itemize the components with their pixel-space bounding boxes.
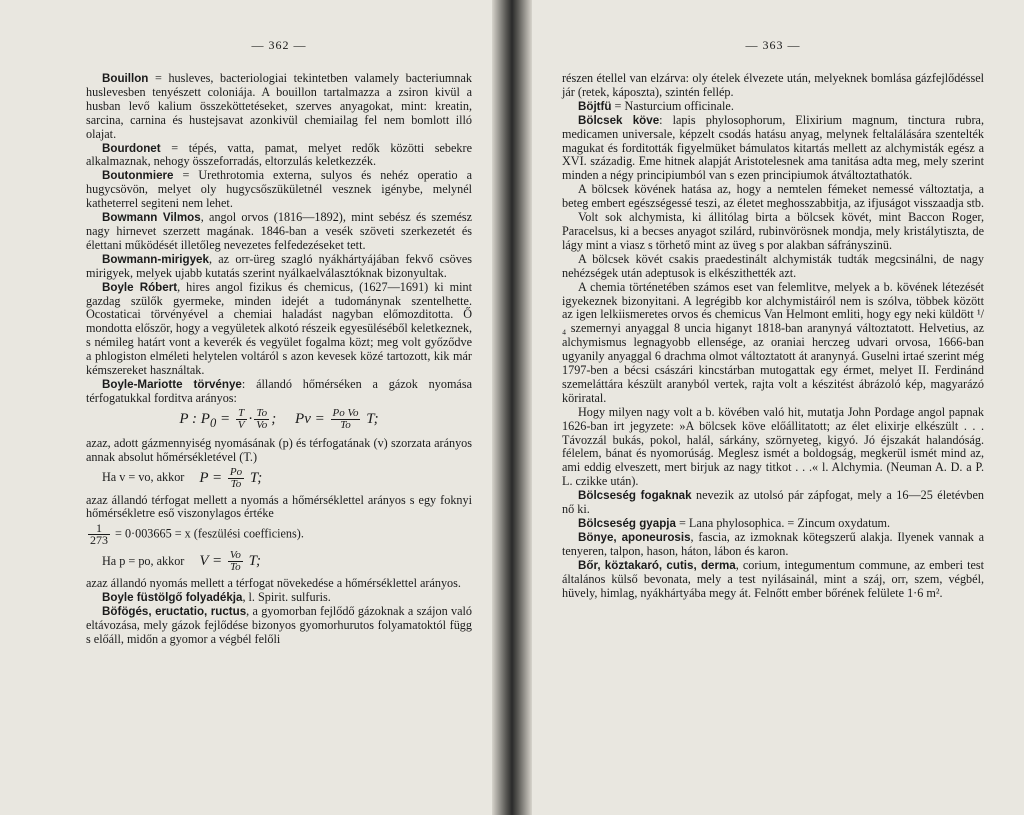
page-number-right: — 363 — [745, 38, 801, 52]
formula-term: T; [248, 553, 261, 570]
entry-paragraph [562, 517, 984, 531]
entry-paragraph [562, 100, 984, 114]
formula-term: T; [366, 410, 379, 427]
entry-text: = Urethrotomia externa, sulyos és nehéz operatio a hugycsövön, melyet oly hugycsőszükületnél vesznek igénybe, melynél katheterrel segiteni nem lehet. [86, 168, 472, 211]
coefficient-text: = 0·003665 = x (feszülési coefficiens). [115, 526, 304, 541]
entry-paragraph [562, 183, 984, 211]
book-gutter [492, 0, 532, 815]
paragraph: azaz állandó nyomás mellett a térfogat növekedése a hőmérséklettel arányos. [86, 576, 461, 591]
entry-paragraph [562, 211, 984, 253]
entry-paragraph [86, 169, 472, 211]
entry-headword: Böfögés, eructatio, ructus [102, 605, 247, 619]
entry-text: = Nasturcium officinale. [611, 98, 734, 113]
entry-headword: Bowmann Vilmos [102, 211, 201, 225]
fraction: $\frac{T}{V}$ [237, 406, 245, 431]
formula-term: T; [249, 469, 263, 486]
formula-term: Pv [295, 410, 311, 427]
entry-paragraph [562, 406, 984, 489]
formula-term: = [219, 410, 231, 427]
paragraph: azaz, adott gázmennyiség nyomásának (p) és térfogatának (v) szorzata arányos annak absolut hőmérsékletével (T.) [86, 435, 472, 464]
fraction: $\frac{1}{273}$ [90, 521, 108, 548]
entry-text: , az orr-üreg szagló nyákhártyájában fekvő csöves mirigyek, melyek ujabb kutatás szerint nyálkaelválasztóknak bizonyultak. [86, 251, 472, 280]
entry-text: nevezik az utolsó pár zápfogat, mely a 16—25 életévben nő ki. [562, 488, 984, 517]
entry-paragraph [86, 72, 472, 142]
entry-text: , angol orvos (1816—1892), mint sebész és szemész nagy hirnevet szerzett magának. 1846-ban a vesék szöveti szerkezetét és élettani működését illetőleg nevezetes felfedezéseket tett. [86, 210, 473, 252]
entry-paragraph [562, 281, 984, 406]
formula-term: V = [199, 553, 223, 570]
entry-headword: Bölcseség fogaknak [578, 489, 692, 503]
right-page [532, 0, 1024, 815]
entry-headword: Boyle füstölgő folyadékja [102, 591, 243, 605]
formula-term: · [248, 410, 253, 427]
formula-term: ; [271, 410, 277, 427]
entry-headword: Bölcseség gyapja [578, 517, 676, 530]
paragraph: azaz állandó térfogat mellett a nyomás a hőmérséklettel arányos s egy foknyi hőmérsékletre eső viszonylagos értéke [86, 492, 472, 521]
entry-headword: Bouillon [102, 72, 149, 85]
entry-headword: Boyle-Mariotte törvénye [102, 377, 242, 391]
fraction: $\frac{Vo}{To}$ [229, 549, 241, 574]
entry-headword: Boutonmiere [102, 169, 174, 183]
left-entries [86, 72, 472, 406]
entry-paragraph [86, 253, 472, 281]
condition-text: Ha v = vo, akkor [102, 470, 185, 485]
entry-headword: Bourdonet [102, 141, 161, 155]
entry-text: Hogy milyen nagy volt a b. kövében való hit, mutatja John Pordage angol papnak 1626-ban irt jegyzete: »A bölcsek köve előállitatott; az élet elixirje elkészült . . . Távozzál bukás, pokol, halál, sárkány, szörnyeteg, kigyó. Jó éjszakát halandóság. félelem, bánat és nyomorúság. Meglesz ismét a boldogság, megkerül ismét mind az, ami eddig elveszett, mert birjuk az nagy titkot . . .« l. Alchymia. (Neuman A. D. a P. L. czikke után). [562, 404, 984, 489]
formula-constant-volume [86, 467, 472, 490]
entry-text: , a gyomorban fejlődő gázoknak a szájon való eltávozása, mely gázok fejlődése bizonyos gyomorhurutos folyamatoktól függ s előáll, midőn a gyomor a végbél felőli [86, 604, 472, 646]
formula-subscript: 0 [209, 415, 217, 430]
entry-paragraph [562, 114, 984, 184]
formula-term: = [314, 410, 325, 427]
formula-term: P = [199, 469, 223, 486]
entry-headword: Bőr, köztakaró, cutis, derma [578, 558, 736, 572]
entry-paragraph [562, 531, 984, 559]
entry-text: , corium, integumentum commune, az emberi test általános külső bevonata, mely a test nyilásainál, mint a száj, orr, szem, végbél, hüvely, himlag, nyákhártyába megy át. Felnőtt ember bőrének felülete 1·6 m². [562, 557, 984, 600]
entry-headword: Boyle Róbert [102, 280, 178, 294]
fraction: $\frac{To}{Vo}$ [256, 406, 268, 431]
condition-text: Ha p = po, akkor [102, 554, 185, 569]
formula-coefficient [86, 523, 472, 546]
entry-text: : lapis phylosophorum, Elixirium magnum, tinctura rubra, medicamen universale, képzelt csodás hatásu anyag, melynek feltalálására szentelték magukat és forditották figyelmüket bámulatos kitartás mellett az alchymisták egész a XVI. századig. Eme hitnek alapját Aristotelesnek ama tanitása adta meg, mely szerint minden a négy principiumból van s ezen principiumok átváltoztathatók. [562, 112, 984, 183]
entry-headword: Böjtfü [578, 99, 612, 113]
entry-paragraph [86, 591, 472, 605]
left-entries-end [86, 591, 472, 647]
entry-paragraph [562, 489, 984, 517]
fraction: $\frac{\text{Po Vo}}{To}$ [332, 406, 359, 431]
page-number-left: — 362 — [251, 38, 307, 52]
entry-text: A chemia történetében számos eset van felemlitve, melyek a b. kövének létezését igyekeznek bizonyitani. A legrégibb kor alchymistáiról nem is szólva, többek között az igen lelkiismeretes orvos és chemicus Van Helmont emliti, hogy egy neki küldött ¹/₄ szemernyi anyaggal 8 uncia higanyt 1818-ban aranynyá változtatott. Helvetius, az alchymismus legnagyobb ellensége, az oraniai herczeg udvari orvosa, 1666-ban ugyanily anyaggal 6 drachma olmot változtatott át aranynyá. Guselni irtaé szerint még 1797-ben a bécsi császári kincstárban mutogattak egy érmet, melyet II. Ferdinánd szemeláttára készült aranyból vertek, rajta volt a készitést ábrázoló kép, magyarázó köriratal. [562, 279, 984, 405]
entry-text: : állandó hőmérséken a gázok nyomása térfogatukkal forditva arányos: [86, 376, 472, 405]
formula-term: P : P [179, 410, 210, 427]
entry-paragraph [86, 605, 472, 647]
left-page [0, 0, 492, 815]
entry-paragraph [86, 281, 472, 378]
entry-text: , l. Spirit. sulfuris. [242, 590, 331, 605]
entry-text: , hires angol fizikus és chemicus, (1627—1691) ki mint gazdag szülők gyermeke, minden idejét a tudománynak szentelhette. Ocostaticai törvényével a chemiai haladást nagyban előmozditotta. Ő mondotta először, hogy a vegyületek alkotó részeik egyesüléséből keletkeznek, s némileg határt vont a keverék és vegyület fogalma közt; meg volt győződve a phlogiston elméleti helytelen voltáról s azon kevesek közé tartozott, kik már kémszereket használtak. [86, 279, 473, 378]
formula-constant-pressure [86, 550, 472, 573]
entry-text: , fascia, az izmoknak kötegszerű alakja. Ilyenek vannak a tenyeren, talpon, hason, háton, lábon és karon. [562, 529, 984, 558]
entry-text: részen étellel van elzárva: oly ételek élvezete után, melyeknek bomlása gázfejlődéssel jár (retek, káposzta), szintén fellép. [562, 71, 984, 99]
entry-text: = Lana phylosophica. = Zincum oxydatum. [675, 516, 891, 530]
entry-paragraph [562, 72, 984, 100]
entry-text: = tépés, vatta, pamat, melyet redők közötti sebekre alkalmaznak, nehogy összeforradás, eltorzulás keletkezzék. [86, 140, 472, 169]
right-entries [562, 72, 984, 600]
entry-text: A bölcsek kövét csakis praedestinált alchymisták tudták megcsinálni, de nagy nehézségek után adeptusok is elkészithették azt. [562, 251, 984, 280]
entry-text: = husleves, bacteriologiai tekintetben valamely bacteriumnak huslevesben tenyészett coloniája. A bouillon tartalmazza a zsiron kivül a husban levő kalium összeköttetéseket, szerves anyagokat, mint: kreatin, sarcina, carnina és hustejsavat azonkivül chemiailag fel nem bomlott illó olajat. [86, 71, 472, 141]
formula-boyle-mariotte [86, 408, 472, 433]
entry-headword: Bowmann-mirigyek [102, 252, 209, 266]
entry-headword: Bölcsek köve [578, 113, 660, 127]
entry-paragraph [86, 378, 472, 406]
fraction: $\frac{Po}{To}$ [229, 465, 243, 490]
entry-headword: Bönye, aponeurosis [578, 530, 691, 544]
entry-text: A bölcsek kövének hatása az, hogy a nemtelen fémeket nemessé változtatja, a beteg embert egészségessé teszi, az életet meghosszabbitja, az ifjuságot visszaadja stb. [562, 182, 984, 211]
entry-paragraph [562, 559, 984, 601]
entry-paragraph [86, 211, 472, 253]
entry-paragraph [562, 253, 984, 281]
entry-text: Volt sok alchymista, ki állitólag birta a bölcsek kövét, mint Baccon Roger, Paracelsus, ki a becses anyagot szilárd, rubinvörösnek mondja, mely kristálytiszta, de lágy mint a viasz s törhető mint az üveg s por alakban sáfrányszinü. [562, 210, 984, 252]
entry-paragraph [86, 142, 472, 170]
